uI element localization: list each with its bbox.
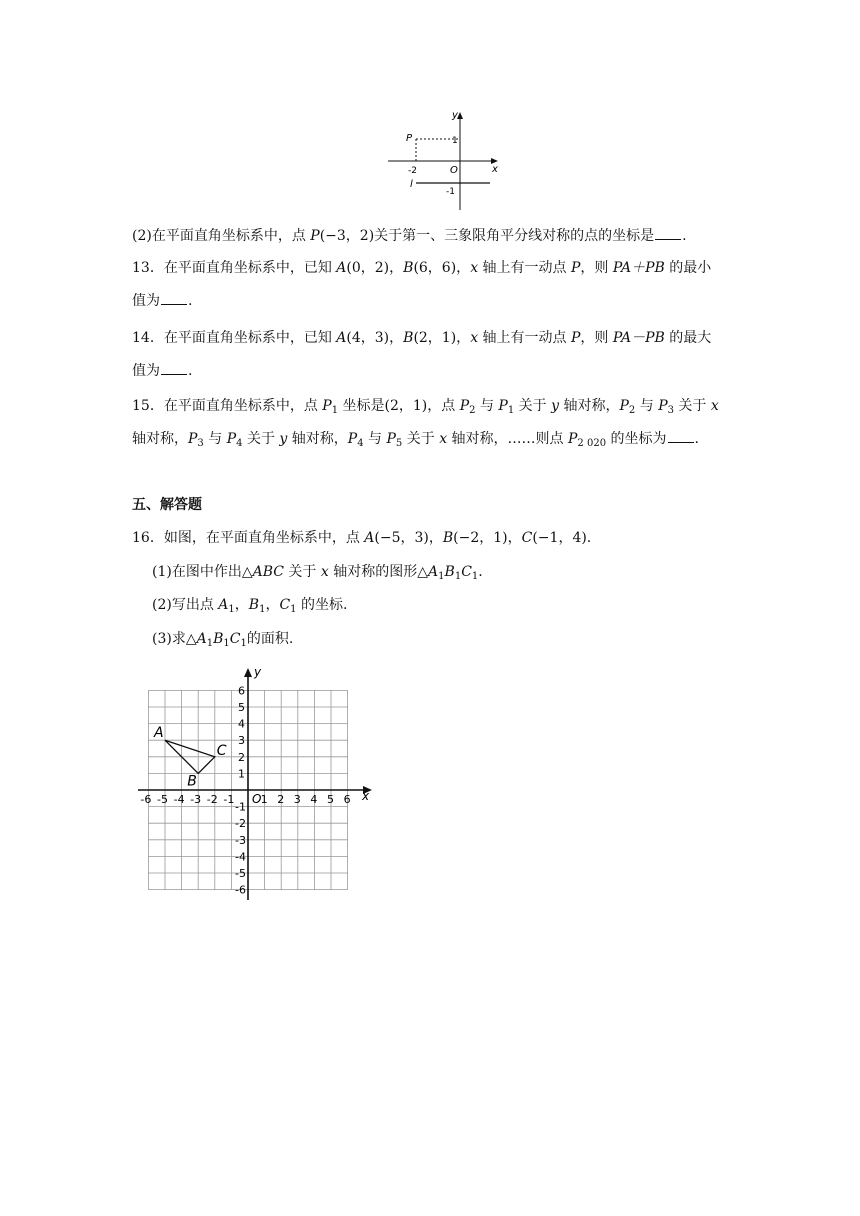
text: 的面积. — [246, 631, 294, 647]
text: (−5，3)， — [374, 530, 443, 546]
x-tick-label: -1 — [223, 793, 235, 806]
point-p: P — [459, 398, 470, 414]
x-tick-label: 5 — [327, 793, 334, 806]
point-b: B — [403, 260, 414, 276]
subscript: 4 — [357, 438, 364, 449]
point-p: P — [571, 330, 581, 346]
vertex-label-a: A — [154, 725, 164, 742]
text: . — [188, 363, 193, 379]
point-p: P — [568, 431, 578, 447]
x-axis-label: x — [362, 789, 370, 803]
text: 的坐标. — [296, 597, 348, 613]
point-a1: A — [218, 597, 229, 613]
y-tick-label: -3 — [235, 833, 246, 847]
y-tick-label: -5 — [235, 867, 246, 880]
subscript: 2 — [628, 405, 636, 416]
point-p: P — [498, 398, 508, 414]
origin-label: O — [252, 792, 262, 806]
text: (0，2)， — [346, 260, 404, 276]
subscript: 1 — [471, 571, 479, 582]
text: 关于 — [514, 398, 552, 414]
point-c1: C — [229, 631, 241, 647]
subscript: 4 — [236, 438, 243, 449]
fig1-l-label: l — [410, 179, 413, 190]
text: 16．如图，在平面直角坐标系中，点 — [132, 530, 365, 546]
subscript: 1 — [507, 405, 515, 416]
text: 轴对称的图形△ — [328, 564, 429, 580]
question-16-part-2 — [152, 596, 347, 619]
text: 轴对称， — [287, 431, 348, 447]
point-p: P — [347, 431, 358, 447]
point-a: A — [336, 330, 347, 346]
x-tick-label: -6 — [140, 793, 152, 806]
fig1-p-label: P — [406, 133, 413, 144]
x-tick-label: 6 — [343, 793, 351, 806]
point-b1: B — [213, 631, 224, 647]
subscript: 1 — [228, 604, 235, 615]
y-tick-label: 4 — [238, 717, 245, 731]
answer-blank[interactable] — [655, 227, 681, 240]
text: (1)在图中作出△ — [152, 564, 253, 580]
vertex-label-c: C — [216, 742, 227, 759]
triangle-abc: ABC — [252, 564, 284, 580]
text: (4，3)， — [346, 330, 404, 346]
var-x: x — [320, 564, 329, 580]
text: ，则 — [580, 330, 613, 346]
text: 关于 — [242, 431, 280, 447]
text: 与 — [203, 431, 227, 447]
point-b1: B — [444, 564, 455, 580]
text: 轴对称，……则点 — [447, 431, 568, 447]
text: . — [682, 228, 687, 244]
axes — [138, 668, 372, 900]
text: 值为 — [132, 293, 160, 309]
fig1-x-label: x — [492, 164, 498, 175]
y-tick-label: -6 — [235, 883, 246, 897]
triangle-abc-layer — [153, 725, 227, 789]
text: 关于 — [673, 398, 711, 414]
y-tick-label: -1 — [235, 800, 246, 814]
y-axis-label: y — [254, 665, 262, 679]
expression: PA＋PB — [612, 260, 665, 276]
text: ， — [234, 597, 249, 613]
subscript: 3 — [197, 438, 204, 449]
y-tick-label: 6 — [238, 684, 245, 698]
subscript: 1 — [290, 604, 297, 615]
var-x: x — [470, 260, 479, 276]
text: 的坐标为 — [606, 431, 667, 447]
point-b1: B — [248, 597, 260, 613]
var-x: x — [710, 398, 719, 414]
y-tick-label: 1 — [238, 767, 245, 781]
answer-blank[interactable] — [668, 430, 694, 443]
x-tick-label: 3 — [293, 793, 301, 806]
point-c1: C — [461, 564, 472, 580]
text: (2)写出点 — [152, 597, 219, 613]
fig1-tick-neg1: -1 — [446, 187, 455, 197]
point-a1: A — [428, 564, 439, 580]
section-5-title: 五、解答题 — [132, 497, 202, 513]
fig1-tick-1: 1 — [452, 136, 458, 146]
point-p: P — [619, 398, 629, 414]
question-13-line-2 — [132, 292, 192, 310]
x-tick-label: -4 — [173, 793, 185, 806]
text: . — [694, 431, 699, 447]
text: 轴对称， — [132, 431, 188, 447]
var-y: y — [551, 398, 560, 414]
question-12-part-2 — [132, 227, 687, 245]
point-p: P — [386, 431, 396, 447]
question-16-part-3 — [152, 630, 293, 653]
subscript: 2 — [469, 405, 476, 416]
var-x: x — [439, 431, 448, 447]
text: 14．在平面直角坐标系中，已知 — [132, 330, 337, 346]
text: 与 — [475, 398, 499, 414]
x-tick-label: 2 — [277, 793, 285, 806]
text: . — [478, 564, 483, 580]
y-tick-label: 3 — [238, 734, 245, 748]
text: 关于 — [283, 564, 321, 580]
text: 与 — [363, 431, 387, 447]
x-tick-label: -3 — [190, 793, 202, 806]
text: 轴上有一动点 — [478, 260, 571, 276]
text: . — [188, 293, 193, 309]
question-15-line-2 — [132, 430, 699, 453]
subscript: 1 — [206, 638, 214, 649]
subscript: 1 — [454, 571, 462, 582]
point-a1: A — [196, 631, 207, 647]
text: 的最小 — [664, 260, 712, 276]
question-16-stem — [132, 529, 591, 547]
text: ，则 — [580, 260, 613, 276]
text: 关于 — [402, 431, 440, 447]
point-p: P — [226, 431, 237, 447]
text: (3)求△ — [152, 631, 197, 647]
var-y: y — [279, 431, 288, 447]
text: 的最大 — [664, 330, 712, 346]
y-axis-arrow-icon — [244, 668, 252, 677]
question-14-line-2 — [132, 362, 192, 380]
subscript: 2 020 — [577, 438, 607, 449]
subscript: 1 — [331, 405, 339, 416]
text: (−3，2)关于第一、三象限角平分线对称的点的坐标是 — [319, 228, 655, 244]
figure-point-p-line-l — [380, 104, 510, 214]
vertex-label-b: B — [187, 773, 197, 790]
point-p: P — [322, 398, 332, 414]
text: 值为 — [132, 363, 160, 379]
text: 与 — [635, 398, 659, 414]
point-a: A — [336, 260, 347, 276]
text: (6，6)， — [413, 260, 471, 276]
fig1-origin-label: O — [450, 165, 458, 176]
text: 轴上有一动点 — [478, 330, 571, 346]
point-p: P — [310, 228, 320, 244]
text: 15．在平面直角坐标系中，点 — [132, 398, 323, 414]
y-tick-label: -2 — [235, 817, 246, 831]
subscript: 1 — [438, 571, 445, 582]
y-tick-label: 2 — [238, 750, 245, 764]
var-x: x — [470, 330, 479, 346]
text: (2)在平面直角坐标系中，点 — [132, 228, 311, 244]
point-p: P — [188, 431, 198, 447]
x-tick-label: -5 — [157, 793, 168, 806]
question-13-line-1 — [132, 259, 711, 277]
y-tick-label: 5 — [238, 701, 245, 714]
subscript: 5 — [395, 438, 403, 449]
text: 轴对称， — [559, 398, 620, 414]
point-p: P — [658, 398, 668, 414]
point-b: B — [442, 530, 454, 546]
expression: PA－PB — [612, 330, 665, 346]
subscript: 1 — [240, 638, 247, 649]
text: (2，1)， — [413, 330, 471, 346]
fig1-y-label: y — [452, 110, 458, 121]
point-p: P — [571, 260, 581, 276]
point-c: C — [521, 530, 533, 546]
answer-blank[interactable] — [161, 292, 187, 305]
text: ， — [265, 597, 280, 613]
answer-blank[interactable] — [161, 362, 187, 375]
text: (−2，1)， — [453, 530, 522, 546]
subscript: 3 — [667, 405, 674, 416]
question-16-part-1 — [152, 563, 483, 586]
text: 坐标是(2，1)，点 — [338, 398, 460, 414]
subscript: 1 — [259, 604, 266, 615]
point-a: A — [364, 530, 375, 546]
question-15-line-1 — [132, 397, 719, 420]
x-tick-label: 1 — [260, 793, 268, 806]
x-tick-label: -2 — [206, 793, 218, 806]
subscript: 1 — [223, 638, 230, 649]
fig1-tick-neg2: -2 — [408, 166, 417, 176]
coordinate-grid-figure — [138, 664, 378, 904]
text: (−1，4). — [532, 530, 592, 546]
question-14-line-1 — [132, 329, 711, 347]
point-c1: C — [279, 597, 291, 613]
x-tick-label: 4 — [310, 793, 318, 806]
y-tick-label: -4 — [235, 850, 246, 864]
point-b: B — [403, 330, 414, 346]
text: 13．在平面直角坐标系中，已知 — [132, 260, 337, 276]
